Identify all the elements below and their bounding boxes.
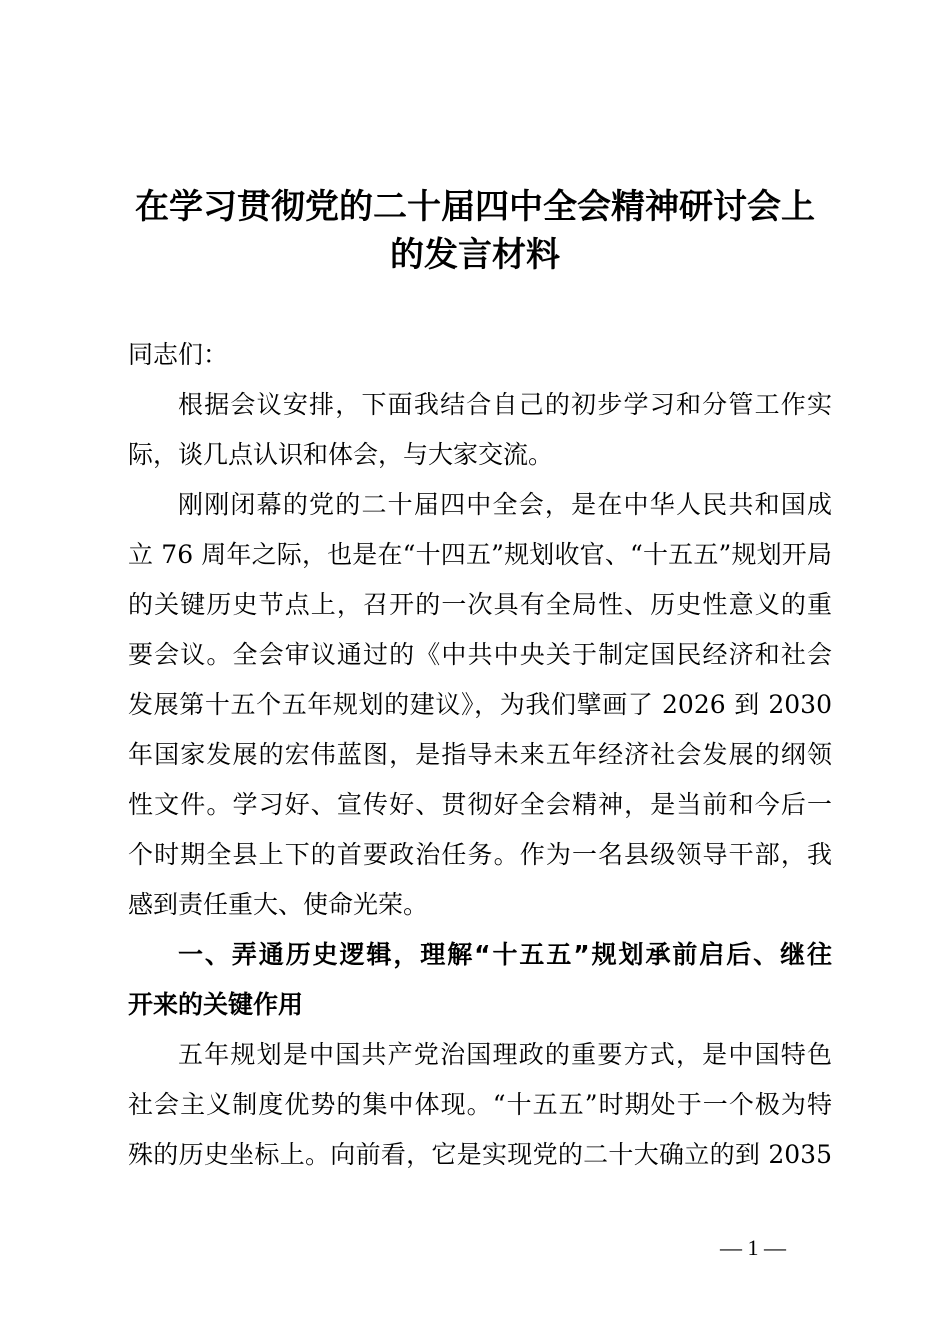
text-line: 社会主义制度优势的集中体现。“十五五”时期处于一个极为特	[128, 1090, 832, 1119]
text-line: 性文件。学习好、宣传好、贯彻好全会精神，是当前和今后一	[128, 790, 832, 819]
paragraph-3	[128, 1030, 832, 1180]
text-line: 发展第十五个五年规划的建议》，为我们擘画了 2026 到 2030	[128, 690, 832, 719]
text-line: 个时期全县上下的首要政治任务。作为一名县级领导干部，我	[128, 840, 832, 869]
text-line: 五年规划是中国共产党治国理政的重要方式，是中国特色	[178, 1040, 832, 1069]
heading-line: 开来的关键作用	[128, 990, 304, 1019]
page-number: — 1 —	[720, 1235, 786, 1260]
text-line: 的关键历史节点上，召开的一次具有全局性、历史性意义的重	[128, 590, 832, 619]
text-line: 殊的历史坐标上。向前看，它是实现党的二十大确立的到 2035	[128, 1140, 832, 1169]
paragraph-2	[128, 480, 832, 930]
text-line: 年国家发展的宏伟蓝图，是指导未来五年经济社会发展的纲领	[128, 740, 832, 769]
text-line: 根据会议安排，下面我结合自己的初步学习和分管工作实	[178, 390, 832, 419]
document-body	[128, 330, 832, 1180]
text-line: 感到责任重大、使命光荣。	[128, 890, 429, 919]
text-line: 立 76 周年之际，也是在“十四五”规划收官、“十五五”规划开局	[128, 540, 832, 569]
paragraph-1	[128, 380, 832, 480]
title-line: 在学习贯彻党的二十届四中全会精神研讨会上	[135, 187, 815, 227]
section-heading-1	[128, 930, 832, 1030]
document-title	[100, 183, 850, 279]
title-line: 的发言材料	[390, 235, 560, 275]
text-line: 际，谈几点认识和体会，与大家交流。	[128, 440, 554, 469]
text-line: 要会议。全会审议通过的《中共中央关于制定国民经济和社会	[128, 640, 832, 669]
salutation: 同志们：	[128, 340, 229, 369]
heading-line: 一、弄通历史逻辑，理解“十五五”规划承前启后、继往	[178, 940, 832, 969]
text-line: 刚刚闭幕的党的二十届四中全会，是在中华人民共和国成	[178, 490, 832, 519]
